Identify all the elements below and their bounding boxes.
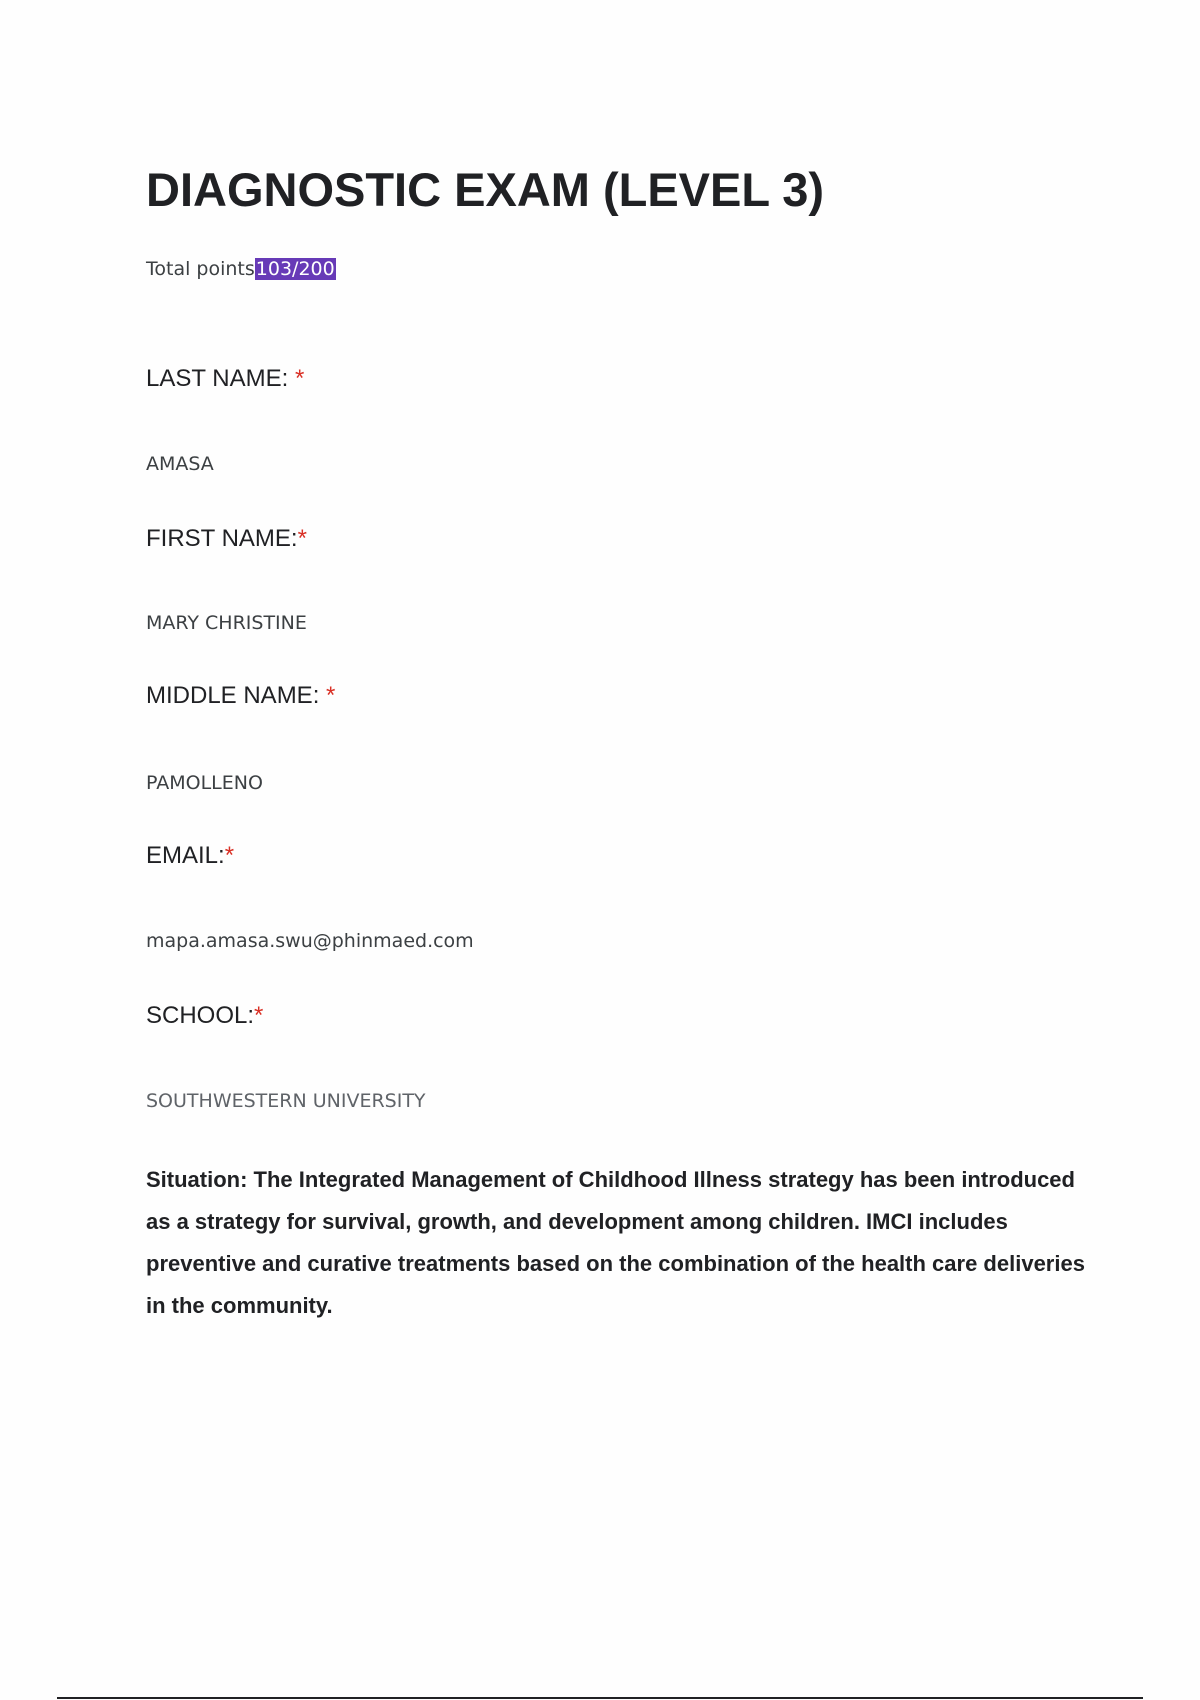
answer-middle-name: PAMOLLENO — [146, 772, 263, 794]
answer-email: mapa.amasa.swu@phinmaed.com — [146, 930, 474, 952]
question-school — [146, 1001, 263, 1031]
situation-text: Situation: The Integrated Management of Childhood Illness strategy has been introduced as a strategy for survival, growth, and development among children. IMCI includes preventive and curative treatments based on the combination of the health care deliveries in the community. — [146, 1167, 1085, 1318]
question-middle-name — [146, 681, 335, 711]
answer-first-name: MARY CHRISTINE — [146, 612, 307, 634]
question-last-name — [146, 364, 304, 394]
question-label: FIRST NAME: — [146, 525, 298, 552]
answer-school: SOUTHWESTERN UNIVERSITY — [146, 1090, 426, 1112]
question-email — [146, 841, 234, 871]
page-title: DIAGNOSTIC EXAM (LEVEL 3) — [146, 163, 825, 216]
required-asterisk: * — [297, 525, 307, 552]
question-first-name — [146, 524, 307, 554]
answer-last-name: AMASA — [146, 453, 214, 475]
question-label: EMAIL: — [146, 842, 225, 869]
required-asterisk: * — [294, 365, 305, 392]
required-asterisk: * — [326, 682, 336, 709]
question-label: LAST NAME: — [146, 365, 289, 392]
total-points-label: Total points — [146, 258, 255, 280]
required-asterisk: * — [224, 842, 235, 869]
question-label: SCHOOL: — [146, 1002, 255, 1029]
required-asterisk: * — [254, 1002, 264, 1029]
total-points-score: 103/200 — [255, 258, 335, 280]
bottom-divider — [57, 1697, 1143, 1699]
question-label: MIDDLE NAME: — [146, 682, 320, 709]
total-points — [146, 257, 336, 281]
